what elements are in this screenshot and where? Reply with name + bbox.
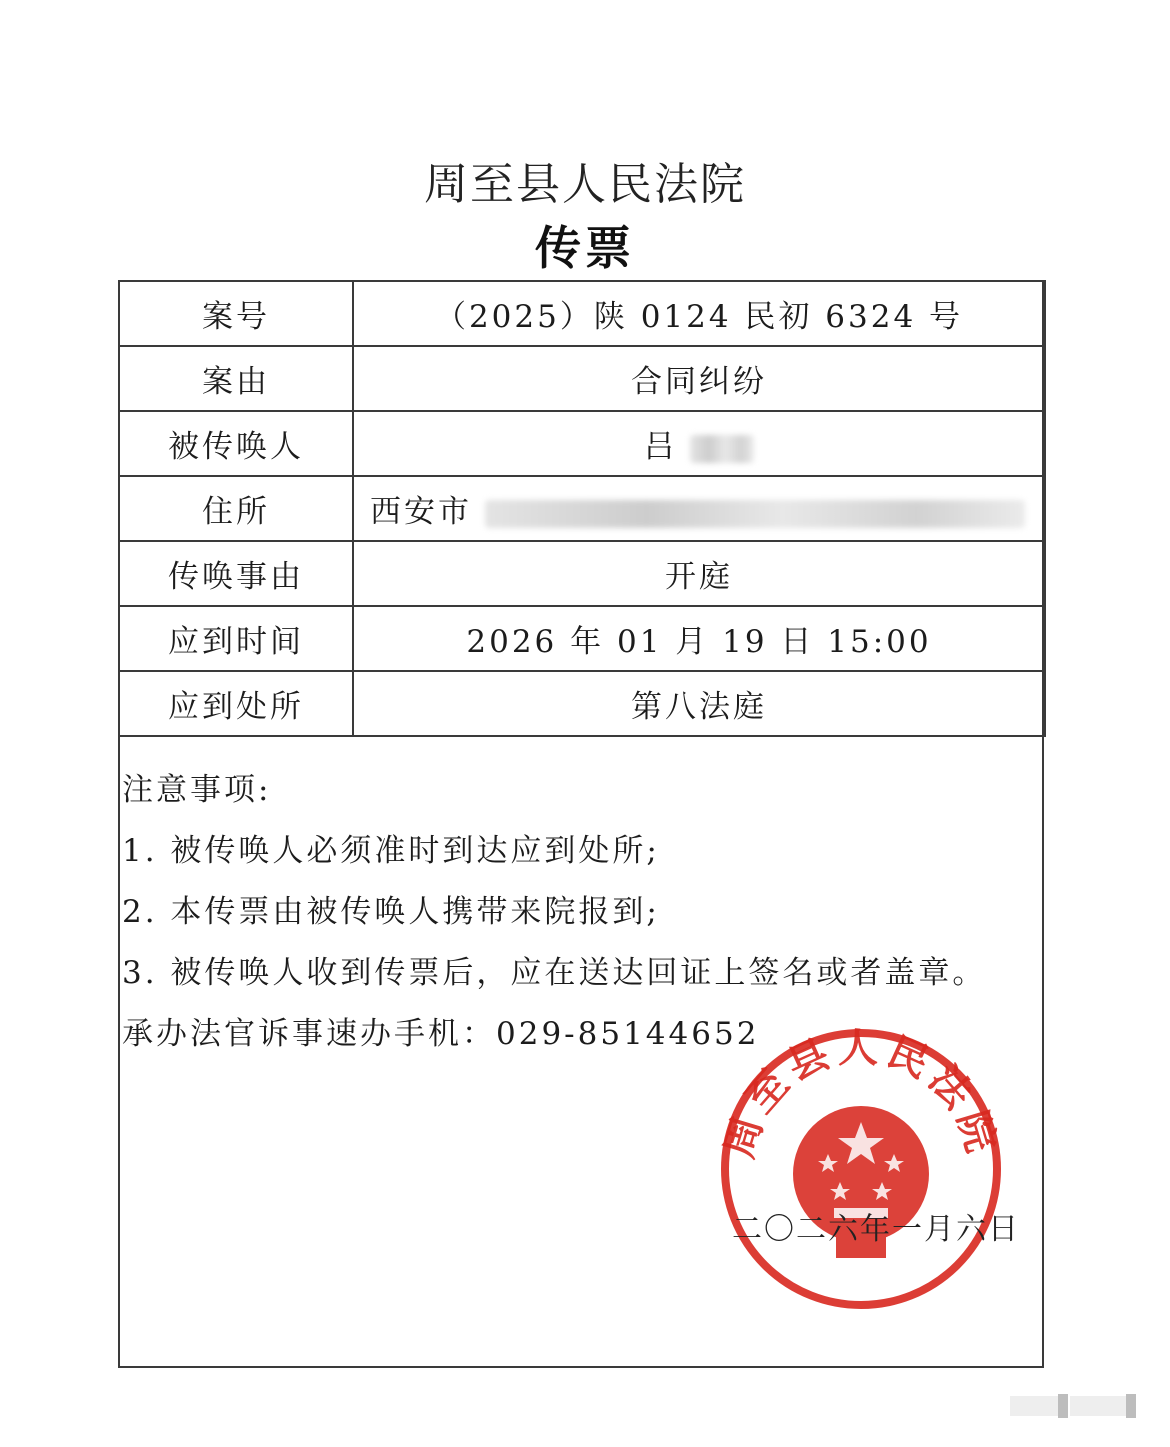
case-cause-label: 案由 [119, 346, 353, 411]
summons-info-table [118, 280, 1046, 737]
address-label: 住所 [119, 476, 353, 541]
summons-reason-value: 开庭 [353, 541, 1045, 606]
svg-text:周至县人民法院: 周至县人民法院 [716, 1025, 1006, 1164]
table-row [119, 606, 1045, 671]
address-cell [353, 476, 1045, 541]
address-value: 西安市 [370, 494, 472, 530]
table-row [119, 476, 1045, 541]
appearance-place-label: 应到处所 [119, 671, 353, 736]
judge-contact: 承办法官诉事速办手机：029-85144652 [122, 1016, 760, 1052]
case-number-label: 案号 [119, 281, 353, 346]
appearance-time-value: 2026 年 01 月 19 日 15:00 [353, 606, 1045, 671]
note-item: 3. 被传唤人收到传票后，应在送达回证上签名或者盖章。 [122, 955, 987, 991]
summoned-person-cell [353, 411, 1045, 476]
table-row [119, 411, 1045, 476]
appearance-time-label: 应到时间 [119, 606, 353, 671]
summoned-person-label: 被传唤人 [119, 411, 353, 476]
summons-reason-label: 传唤事由 [119, 541, 353, 606]
document-title: 传票 [535, 221, 635, 275]
note-item: 1. 被传唤人必须准时到达应到处所; [122, 833, 660, 869]
court-name: 周至县人民法院 [424, 159, 746, 210]
table-row [119, 541, 1045, 606]
court-seal [716, 1024, 1006, 1314]
table-row [119, 346, 1045, 411]
case-number-value: （2025）陕 0124 民初 6324 号 [353, 281, 1045, 346]
summoned-person-value: 吕 [643, 429, 678, 465]
issue-date: 二〇二六年一月六日 [732, 1212, 1020, 1247]
note-item: 2. 本传票由被传唤人携带来院报到; [122, 894, 660, 930]
table-row [119, 671, 1045, 736]
image-watermark-marks [1000, 1392, 1150, 1422]
notes-heading: 注意事项: [122, 772, 272, 808]
redaction-blur [485, 500, 1025, 528]
case-cause-value: 合同纠纷 [353, 346, 1045, 411]
table-row [119, 281, 1045, 346]
redaction-blur [690, 435, 754, 463]
appearance-place-value: 第八法庭 [353, 671, 1045, 736]
